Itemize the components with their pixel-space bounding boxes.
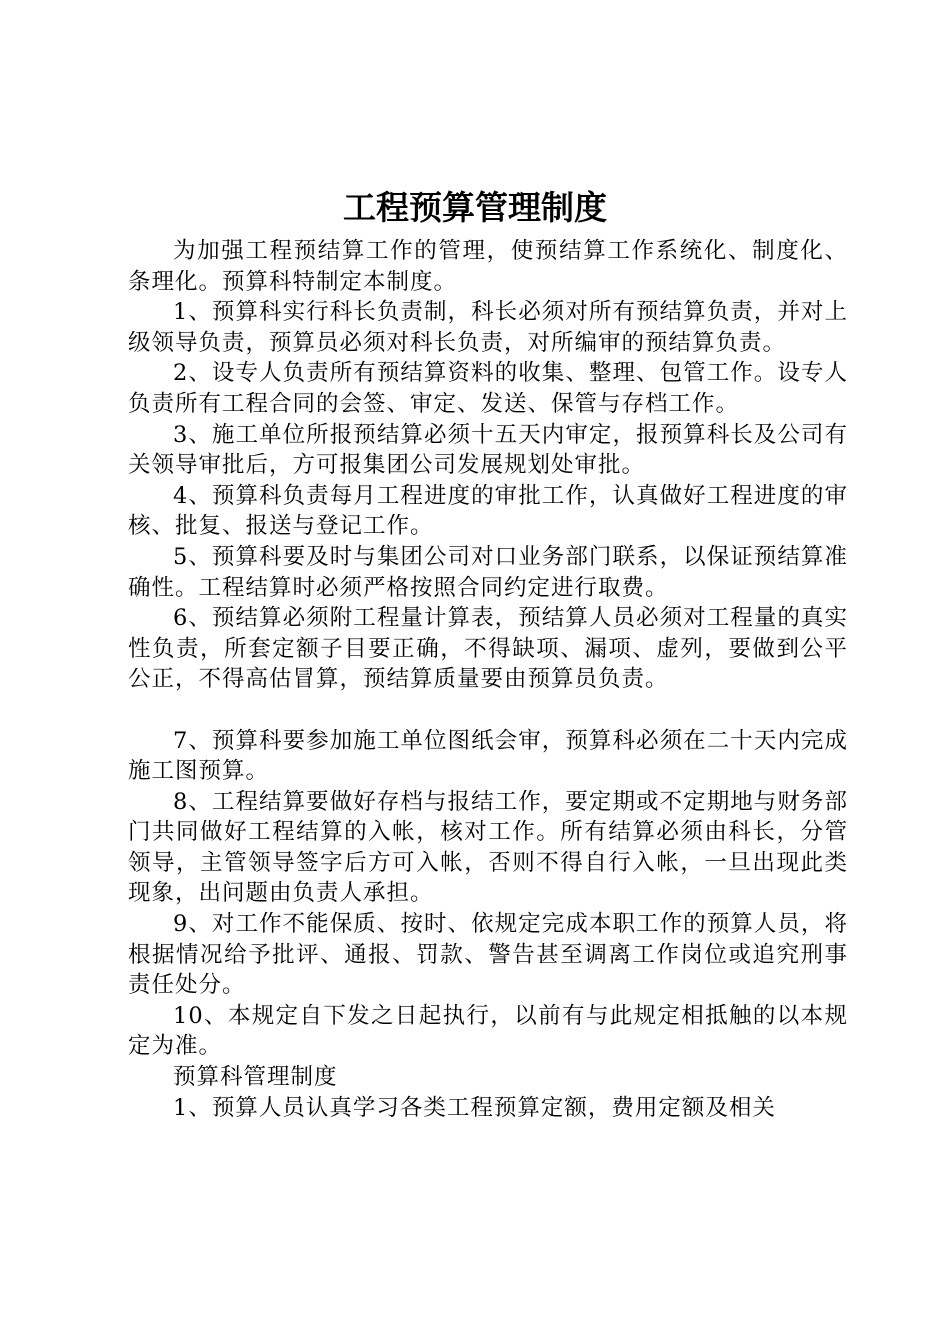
paragraph-item-3: 3、施工单位所报预结算必须十五天内审定，报预算科长及公司有关领导审批后，方可报集团公司发展规划处审批。 [128, 421, 848, 479]
document-body [128, 236, 848, 1123]
paragraph-item-7: 7、预算科要参加施工单位图纸会审，预算科必须在二十天内完成施工图预算。 [128, 727, 848, 785]
paragraph-item-5: 5、预算科要及时与集团公司对口业务部门联系，以保证预结算准确性。工程结算时必须严格按照合同约定进行取费。 [128, 543, 848, 601]
blank-line [128, 695, 848, 726]
paragraph-item-10: 10、本规定自下发之日起执行，以前有与此规定相抵触的以本规定为准。 [128, 1002, 848, 1060]
paragraph-item-4: 4、预算科负责每月工程进度的审批工作，认真做好工程进度的审核、批复、报送与登记工作。 [128, 482, 848, 540]
paragraph-item-1: 1、预算科实行科长负责制，科长必须对所有预结算负责，并对上级领导负责，预算员必须对科长负责，对所编审的预结算负责。 [128, 299, 848, 356]
paragraph-intro: 为加强工程预结算工作的管理，使预结算工作系统化、制度化、条理化。预算科特制定本制度。 [128, 238, 848, 295]
paragraph-item-8: 8、工程结算要做好存档与报结工作，要定期或不定期地与财务部门共同做好工程结算的入帐，核对工作。所有结算必须由科长，分管领导，主管领导签字后方可入帐，否则不得自行入帐，一旦出现此类现象，出问题由负责人承担。 [128, 788, 848, 907]
paragraph-item-9: 9、对工作不能保质、按时、依规定完成本职工作的预算人员，将根据情况给予批评、通报、罚款、警告甚至调离工作岗位或追究刑事责任处分。 [128, 911, 848, 999]
document-title: 工程预算管理制度 [343, 188, 607, 227]
paragraph-item-6: 6、预结算必须附工程量计算表，预结算人员必须对工程量的真实性负责，所套定额子目要正确，不得缺项、漏项、虚列，要做到公平公正，不得高估冒算，预结算质量要由预算员负责。 [128, 605, 848, 693]
section-heading: 预算科管理制度 [173, 1064, 338, 1091]
paragraph-item-2: 2、设专人负责所有预结算资料的收集、整理、包管工作。设专人负责所有工程合同的会签、审定、发送、保管与存档工作。 [128, 360, 848, 417]
paragraph-section-item-1: 1、预算人员认真学习各类工程预算定额，费用定额及相关 [173, 1094, 776, 1121]
